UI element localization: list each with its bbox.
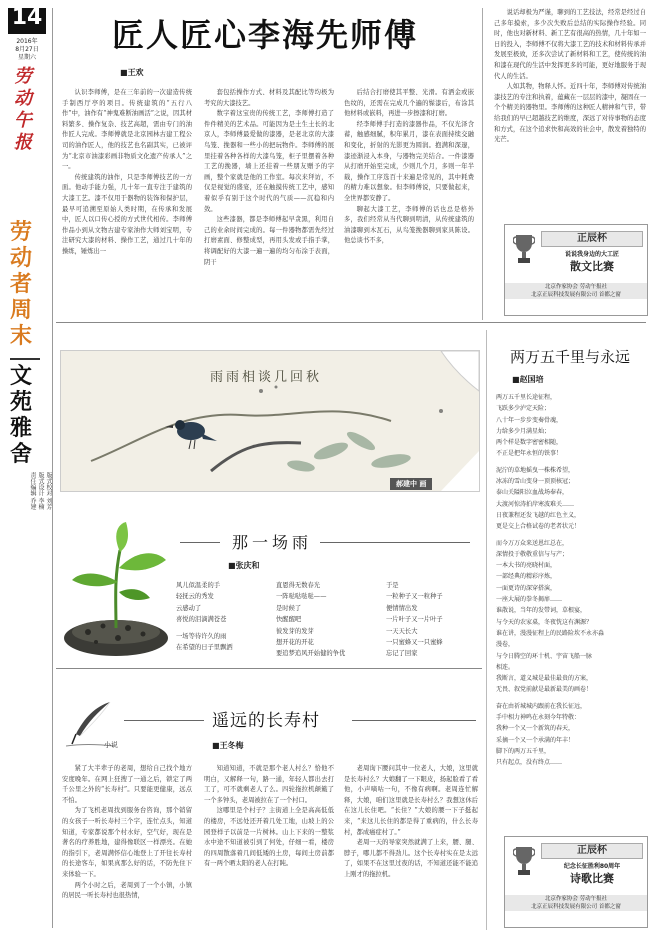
poem-line: 于是	[386, 582, 399, 589]
poem-line: 一片叶子又一片叶子	[386, 616, 443, 624]
contest-ad-poetry[interactable]	[504, 836, 648, 928]
article1-author: 王欢	[127, 68, 144, 77]
article3-author: 王冬梅	[219, 741, 244, 750]
poem-line: 轻抚云的秀发	[176, 593, 214, 601]
poem-line: 快醒醒吧	[276, 616, 302, 624]
sprout-icon	[58, 520, 178, 660]
article3-column-1	[62, 764, 192, 930]
article1-paragraph: 数字着这宝贵的传统工艺，李师傅打造了件件精美的艺术品。可能因为是土生土长的北京人，李师傅最爱做的漆器，是老北京的大漆鸟笼、挽器和一些小的把玩物件。李师傅的展里挂着各种各样的大漆鸟笼，柜子里摆着各种工艺的挽器，墙上还挂着一些朋友赠予的字画，整个家就是他的工作室。每次来拜访，不仅是视觉的盛宴，还在触摸传统工艺中，感知着似乎有别于这个时代的气质——沉稳和内敛。	[204, 110, 334, 213]
title-rule	[320, 542, 470, 543]
poem-line: 忘记了回家	[386, 650, 418, 658]
poem-line: 在希望的日子里飘洒	[176, 644, 233, 652]
poem-line: 一本大书的亮晓村面，	[496, 562, 557, 570]
article3-column-2	[204, 764, 334, 930]
poem-line: 风儿似温柔的手	[176, 582, 221, 589]
poem-line: 一只蜜蜂又一只蜜蜂	[386, 639, 443, 647]
ad-organizer-line: 北京正辰科技发展有限公司 首都之窗	[531, 292, 621, 298]
editor-credits	[8, 472, 52, 552]
ad-brand: 正辰杯	[541, 843, 643, 859]
date-weekday: 星期六	[17, 54, 36, 61]
ad-brand: 正辰杯	[541, 231, 643, 247]
article1-column-3	[344, 88, 474, 316]
ad-organizer-line: 北京作家协会 劳动午报社	[544, 284, 608, 290]
article1-paragraph: 经李师傅手打造的漆器作品，不仅光泽含蓄，触感细腻，积年累月，漆在表面持续交融和变化，折射的光影更为圆润。抱满和深邃，漆迹渐浸入本身，与器物完美结合。一件漆器从打磨开始至完成，少则几个月，多则一年半载，操作工序选百十来遍是常见的，其中耗费的精力难以想象。但李师傅说，只要做起来，全世界都安静了。	[344, 120, 474, 202]
poem-line: 便情情出发	[386, 604, 418, 612]
poem-line: 谁在讲，漫漫征程上的民路险坎不永亦淼	[496, 629, 605, 637]
newspaper-logo: 劳动午报	[14, 66, 32, 153]
section-rule	[56, 322, 646, 323]
title-rule	[180, 542, 220, 543]
article3-kicker: 小说	[104, 741, 118, 749]
article1-author-line	[120, 67, 144, 78]
column-rule	[486, 330, 487, 930]
title-rule	[124, 720, 204, 721]
poem-line: 一阵哒哒哒哒——	[276, 593, 327, 601]
article2-author: 张庆和	[235, 561, 260, 570]
poem-line: 日夜兼程还发飞越的红色主义，	[496, 511, 581, 519]
article3-paragraph: 老周一天的导家突然就满了上来，腰、腿、脖子，哪儿都不得劲儿。这个长寿村实在是太远了，如果不在这里过夜的话，不知道还能不能追上刚才的拖拉机。	[344, 839, 478, 878]
ad-organizer-line: 北京正辰科技发展有限公司 首都之窗	[531, 904, 621, 910]
poem-line: 八十年一步步变奏骨魂，	[496, 416, 563, 424]
article3-paragraph: 紧了大半辈子的老周，想给自己找个地方安度晚年。在网上狂搜了一通之后，锁定了两千公里之外的“长寿村”。只要能更健康，远点不怕。	[62, 765, 192, 804]
poem-line: 一天天长大	[386, 627, 418, 635]
article1-column-2	[204, 88, 334, 316]
article3-column-3	[344, 764, 478, 930]
poem-line: 云感动了	[176, 604, 202, 612]
poem-long-body	[496, 392, 646, 810]
poem-line: 一粒种子又一粒种子	[386, 593, 443, 601]
poem-line: 我断言，道义城是最佳最贵的方案，	[496, 675, 593, 683]
poem-line: 彼发芽的发芽	[276, 627, 314, 635]
article2-stanza-2	[276, 580, 376, 660]
author-marker-icon: ■	[228, 561, 236, 570]
column-rule	[482, 8, 483, 320]
article2-author-line	[228, 560, 260, 571]
poem-line: 只有起点，没有终点……	[496, 759, 563, 767]
poem-line: 深情投于敬敬重信与与产；	[496, 550, 569, 558]
poem-line: 泥泞的草地摇曳一株株希望，	[496, 466, 575, 474]
article2-stanza-3	[386, 580, 480, 660]
poem-line: 直恩得无数春光	[276, 582, 321, 589]
sprout-illustration	[58, 520, 178, 660]
poem-line: 无畏、叙党前献是最新最美的画卷！	[496, 686, 593, 694]
painting-caption: 郝建中 画	[390, 478, 432, 490]
poem-line: 与令日腾空的环十机、宇宙飞船一脉	[496, 652, 593, 660]
poem-line: 奋在由祈城城内跟前在我长征远，	[496, 702, 587, 710]
ad-subtitle: 纪念长征胜利80周年	[563, 863, 621, 870]
title-rule	[352, 720, 476, 721]
poem-line: 手中相力神鸣在永刻今年特敬：	[496, 714, 581, 722]
author-marker-icon: ■	[212, 741, 220, 750]
article1-paragraph: 套包括操作方式、材料及其配比等均极为考究的大漆技艺。	[204, 89, 334, 107]
author-marker-icon: ■	[512, 375, 520, 384]
poem-long-title: 两万五千里与永远	[510, 348, 631, 366]
credit-editor: 责任编辑 乔建	[29, 472, 36, 510]
article1-paragraph: 后结合打磨使其平整、光滑。有洒金或嵌色纹的，还需在完成几个遍的髹漆后，布涂其他材料或嵌料，再进一步擦漆和打磨。	[344, 89, 474, 118]
painting-inscription: 雨雨相谈几回秋	[210, 370, 323, 385]
poem-line: 大渡河惊涛拍岸寒波难关……	[496, 500, 575, 508]
article1-paragraph: 人如其物，物释人怀。近四十年，李师傅对传统油漆技艺的专注和执着，蕴藏在一层层的漆中，凝固在一个个精美的器物里。李师傅的这种匠人精神和气节，带给我们的早已超越技艺的维度，深远了对待事物的态度和方式，在这个追求快和高效的社会中，散发着独特的光芒。	[494, 83, 646, 144]
article1-paragraph: 传统建筑的油作，只是李师傅技艺的一方面。他动手能力强，几十年一直专注于建筑的大漆工艺。漆不仅用于器物的装饰和保护层，最早可追溯至原始人类时期，在传承和发展中，匠人以口传心授的方式世代相传。李师傅作品小到从文物古建专家油作大师刘宝明，专注研究大漆的材料、操作工艺，通过几十年的操练，锤炼出一	[62, 173, 192, 255]
page-number: 14	[11, 5, 43, 30]
ad-contest-name: 诗歌比赛	[570, 872, 614, 885]
poem-line: 冰冻的雪山变身一顶顶核冠；	[496, 478, 575, 486]
column-divider	[10, 358, 40, 360]
article3-author-line	[212, 740, 244, 751]
poem-line: 两万五千里长途征程，	[496, 394, 557, 401]
credit-designer: 版式设计 李楠	[37, 472, 44, 510]
article3-paragraph: 为了飞机老周找到服务台咨询，那个销留的女孩子一听长寿村三个字，连忙点头，知道知道，专家都说那个村水好，空气好，现在是著名的疗养胜地，建得像联区一样漂亮。在她的指引下，老周满怀信心地登上了开往长寿村的长途客车，如果真那么好的话，不防先住下来体验一下。	[62, 807, 192, 878]
poem-line: 喜悦的泪滴满苍苍	[176, 616, 227, 624]
article1-column-1	[62, 88, 192, 316]
poem-line: 与令天的农家桌，冬夜恍这有渊源？	[496, 618, 593, 626]
poem-line: 两个样是数字密密相随，	[496, 439, 563, 447]
article1-paragraph: 说话却极为严谨，聊到的工艺技法，经常是经过自己多年摸索，多少次失败后总结的实际操作经验。同时，他也对新材料、新工艺有很高的热情，几十年如一日的投入，李师傅不仅将大漆工艺的技术和材料传承并发展至极致，还多次尝试了新材料和工艺，使传统的油和漆在现代的生活中发挥更多的可能，更好地服务于现代人的生活。	[494, 9, 646, 80]
column-name-red: 劳动者周末	[10, 220, 33, 349]
ad-organizers	[505, 283, 647, 299]
credit-proofreader: 版式校对 刘芳	[45, 472, 52, 510]
poem-line: 谁散说，当年的发带词，草根宴，	[496, 607, 587, 615]
poem-line: 漫卷，	[496, 641, 515, 649]
article3-paragraph: 两个小时之后，老周到了一个小镇，小镇的居民一听长寿村也很热情，	[62, 881, 192, 900]
poem-line: 采摘一个又一个承满的年丰！	[496, 736, 575, 744]
poem-line: 力给多少月满星灿；	[496, 427, 551, 435]
trophy-icon	[513, 845, 535, 877]
article1-title: 匠人匠心李海先师傅	[112, 16, 419, 54]
poem-line: 飞跃多少泸定天险；	[496, 405, 551, 413]
poem-line: 不正是把年永恒的铁事！	[496, 450, 563, 458]
poem-line: 更是交上合格试卷的老者状元！	[496, 523, 581, 531]
contest-ad-essay[interactable]	[504, 224, 648, 316]
poem-line: 是时候了	[276, 604, 302, 612]
poem-line: 脚下的两万五千里，	[496, 747, 551, 755]
poem-line: 泰山关隘阳泣血战场奉春，	[496, 489, 569, 497]
poem-line: 要追梦追风开始健的争优	[276, 650, 346, 658]
poem-line: 想开花的开花	[276, 639, 314, 647]
poem-line: 一场等待许久的雨	[176, 632, 227, 640]
ad-subtitle: 说说我身边的大工匠	[564, 251, 619, 258]
poem-line: 而今万万众来送恩红总在，	[496, 539, 569, 547]
date-year: 2016年	[16, 38, 38, 45]
ad-organizer-line: 北京作家协会 劳动午报社	[544, 896, 608, 902]
article3-paragraph: 知道知道，不就是那个老人村么？恰他不明白，又解释一句，路一通，年轻人都出去打工了，可不就剩老人了么。四轮拖拉机颠簸了一个多钟头，老周被拉在了一个村口。	[204, 765, 334, 804]
article3-paragraph: 这哪里是个村子？主街道上全是高高低低的楼房，不远处还开着几处工地，山坡上的公园登样子以前是一片树林。山上下来的一整浆水中途不知道被引到了何处，仔细一看，楼房的四周散落着几间低矮的土房，每间土房前都有一两个晒太阳的老人在打盹。	[204, 807, 334, 868]
column-name-black: 文苑雅舍	[10, 364, 33, 467]
masthead-rule	[52, 8, 53, 928]
poem-line: 相连。	[496, 663, 515, 671]
section-rule	[56, 668, 482, 669]
article1-column-4	[494, 8, 646, 214]
article1-paragraph: 这些漆器，都是李师傅起早贪黑，利用自己的业余时间完成的。每一件器物都需先经过打磨素面、修整成型，再用头发或手指手掌，将调配好的大漆一遍一遍的均匀布涂于表面，阴干	[204, 216, 334, 266]
poem-long-author-line	[512, 374, 544, 385]
article1-paragraph: 认识李师傅，是在三年前的一次建造传统手制西厅亭的项目。传统建筑的“五行八作”中，油作有“神鬼难断油画活”之说，因其材料繁多、操作复杂、技艺高超，需由专门的油作匠人完成。李师傅就是北京园林古建工程公司的油作匠人，他的技艺也名副其实，已被评为“北京市油漆彩画非物质文化遗产传承人”之一。	[62, 89, 192, 171]
poem-line: 一面更诗的深穿搭演，	[496, 584, 557, 592]
article2-stanza-1	[176, 580, 266, 653]
author-marker-icon: ■	[120, 68, 128, 77]
ad-contest-name: 散文比赛	[570, 260, 614, 273]
article1-paragraph: 聊起大漆工艺，李师傅的话也总是格外多，我们经常从当代聊到明清，从传统建筑的油漆聊到木瓦石，从鸟笼挽器聊到家具陈设。他总谈书不多，	[344, 205, 474, 245]
poem-line: 我种一个又一个新筑的春天，	[496, 725, 575, 733]
article3-title: 遥远的长寿村	[212, 711, 320, 731]
trophy-icon	[513, 233, 535, 265]
article3-paragraph: 老周询下腰问其中一位老人，大娘，这里就是长寿村么？大娘翻了一下眼皮，扬起脸看了看他，小声嘀咕一句，不像有病啊。老周连忙解释，大娘，咱们这里就是长寿村么？我想这休后在这儿长住吧。“长住？”大娘的腰一下子挺起来，“来这儿长住的都是得了重病的，什么长寿村，都成癌症村了。”	[344, 765, 478, 836]
poem-long-author: 赵国培	[519, 375, 544, 384]
ad-organizers	[505, 895, 647, 911]
poem-line: 一座大展的拳冬揭扉……	[496, 596, 563, 604]
article2-title: 那一场雨	[232, 533, 313, 552]
poem-line: 一部经典的精彩序炼，	[496, 573, 557, 581]
date-day: 8月27日	[15, 46, 39, 53]
